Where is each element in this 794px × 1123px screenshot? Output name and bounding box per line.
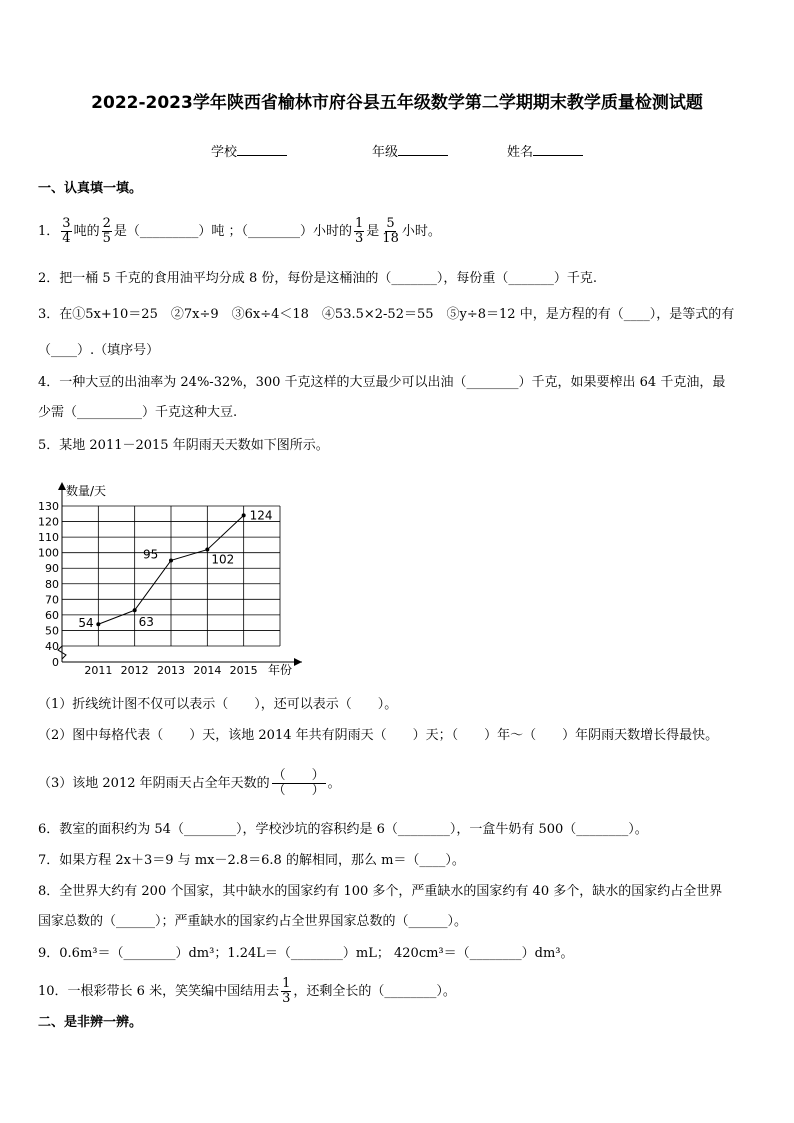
grade-field[interactable] (372, 141, 448, 160)
y-tick-label: 40 (45, 640, 59, 653)
y-tick-label: 100 (38, 546, 59, 560)
x-axis-arrow-icon (294, 658, 302, 666)
section-1-heading: 一、认真填一填。 (38, 181, 143, 196)
question-4-line-1: 4．一种大豆的出油率为 24%-32%，300 千克这样的大豆最少可以出油（________）千克，如果要榨出 64 千克油，最 (38, 375, 726, 390)
question-5-2: （2）图中每格代表（ ）天，该地 2014 年共有阴雨天（ ）天；（ ）年～（ ）年阴雨天数增长得最快。 (38, 728, 719, 743)
y-tick-label: 50 (45, 624, 59, 638)
grade-blank[interactable] (398, 155, 448, 156)
question-2: 2．把一桶 5 千克的食用油平均分成 8 份，每份是这桶油的（_______），每份重（_______）千克. (38, 271, 597, 286)
question-5-3: （3）该地 2012 年阴雨天占全年天数的 $\frac{( )}{( )}$ 。 (38, 768, 341, 798)
school-blank[interactable] (237, 155, 287, 156)
y-tick-label: 110 (38, 531, 59, 545)
data-label: 102 (211, 552, 235, 567)
x-axis-label: 年份 (268, 663, 293, 677)
data-label: 63 (138, 615, 154, 630)
school-field[interactable] (211, 141, 287, 160)
data-label: 54 (78, 616, 94, 631)
y-tick-label: 0 (52, 656, 59, 669)
question-4-line-2: 少需（__________）千克这种大豆. (38, 405, 238, 420)
data-point (169, 558, 173, 562)
y-tick-label: 90 (45, 562, 59, 576)
data-point (96, 622, 100, 626)
question-1: 1． $\frac{3}{4}$ 吨的 $\frac{2}{5}$ 是（_________）吨 ；（________）小时的 $\frac{1}{3}$ 是 $\frac{5}{18}$ 小时。 (38, 216, 441, 246)
school-label: 学校 (211, 145, 238, 160)
question-5-1: （1）折线统计图不仅可以表示（ ），还可以表示（ ）。 (38, 697, 398, 712)
line-chart (36, 478, 306, 680)
y-tick-label: 120 (38, 515, 59, 529)
data-label: 124 (249, 508, 273, 523)
name-field[interactable] (507, 141, 583, 160)
name-blank[interactable] (533, 155, 583, 156)
grade-label: 年级 (372, 145, 399, 160)
data-point (205, 548, 209, 552)
question-10: 10．一根彩带长 6 米，笑笑编中国结用去 $\frac{1}{3}$ ，还剩全长的（________）。 (38, 976, 456, 1006)
data-point (133, 608, 137, 612)
page-title: 2022-2023学年陕西省榆林市府谷县五年级数学第二学期期末教学质量检测试题 (91, 93, 703, 113)
x-tick-label: 2012 (120, 664, 149, 677)
x-tick-label: 2011 (84, 664, 113, 677)
question-7: 7．如果方程 2x＋3＝9 与 mx－2.8＝6.8 的解相同，那么 m＝（____）。 (38, 853, 465, 868)
question-6: 6．教室的面积约为 54（________），学校沙坑的容积约是 6（________），一盒牛奶有 500（________）。 (38, 822, 648, 837)
y-tick-label: 80 (45, 577, 59, 591)
y-tick-label: 70 (45, 593, 59, 607)
data-label: 95 (143, 547, 159, 562)
question-8-line-1: 8．全世界大约有 200 个国家，其中缺水的国家约有 100 多个，严重缺水的国家约有 40 多个，缺水的国家约占全世界 (38, 884, 723, 899)
question-3-line-1: 3．在①5x+10＝25 ②7x÷9 ③6x÷4＜18 ④53.5×2-52＝55 ⑤y÷8＝12 中，是方程的有（____），是等式的有 (38, 307, 735, 322)
y-axis-label: 数量/天 (66, 484, 107, 498)
question-5: 5．某地 2011－2015 年阴雨天天数如下图所示。 (38, 438, 329, 453)
x-tick-label: 2015 (229, 664, 258, 677)
y-tick-label: 60 (45, 608, 59, 622)
x-tick-label: 2013 (157, 664, 185, 677)
question-3-line-2: （____）.（填序号） (38, 343, 160, 358)
section-2-heading: 二、是非辨一辨。 (38, 1015, 143, 1030)
question-8-line-2: 国家总数的（______）；严重缺水的国家约占全世界国家总数的（______）。 (38, 914, 468, 929)
question-9: 9．0.6m³＝（________）dm³；1.24L＝（________）mL； 420cm³＝（________）dm³。 (38, 946, 574, 961)
y-axis-arrow-icon (58, 482, 66, 490)
data-point (242, 513, 246, 517)
name-label: 姓名 (507, 145, 534, 160)
y-tick-label: 130 (38, 500, 59, 513)
x-tick-label: 2014 (193, 664, 222, 677)
